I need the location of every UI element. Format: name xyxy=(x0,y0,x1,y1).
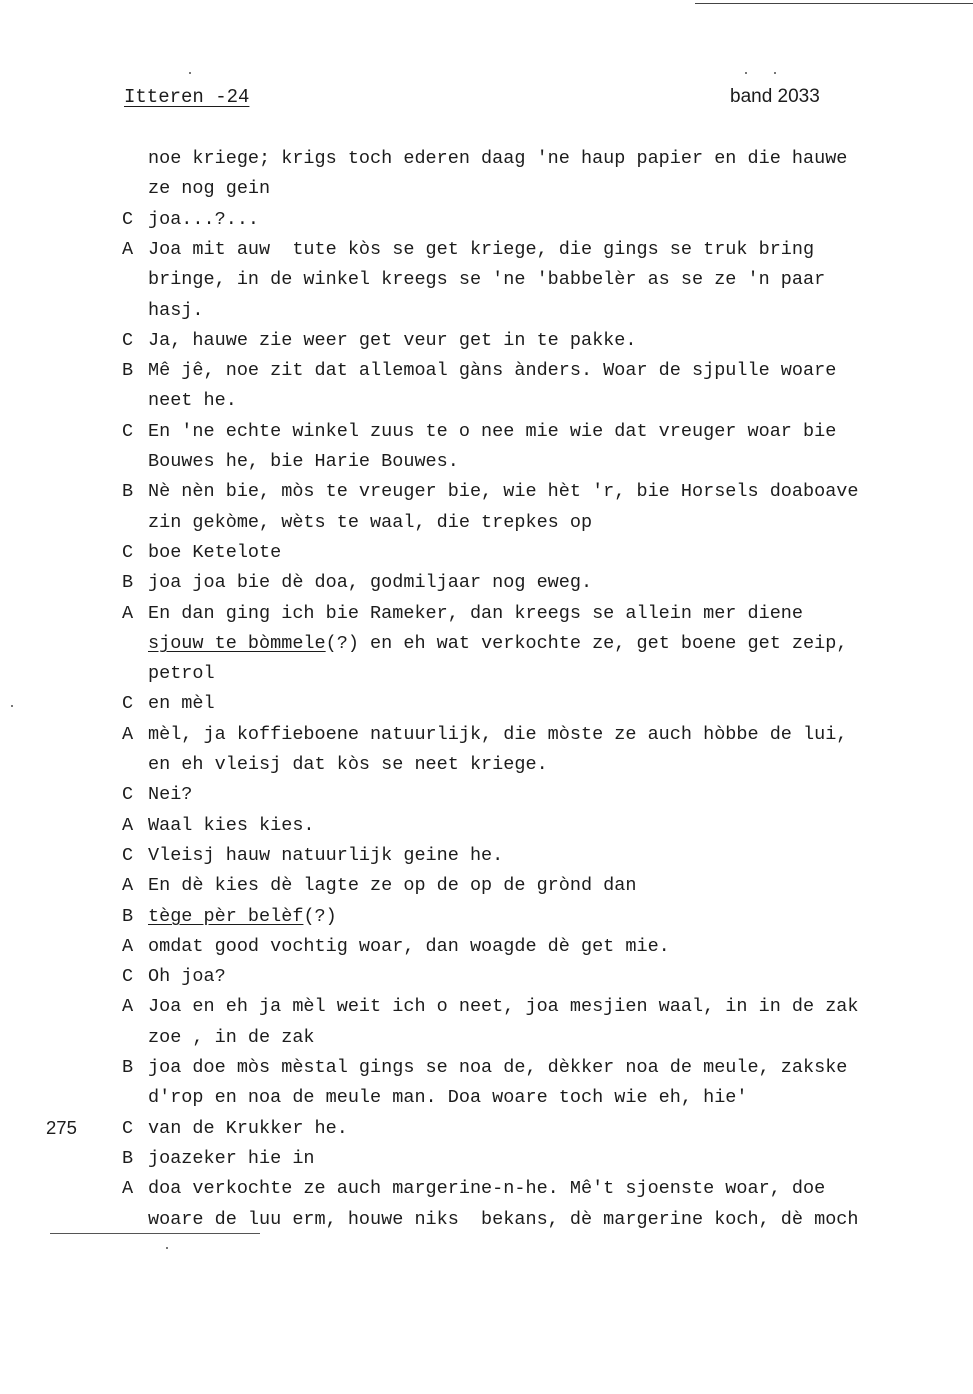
speaker-label: A xyxy=(122,875,134,896)
line-text: Nei? xyxy=(148,784,193,805)
line-text: doa verkochte ze auch margerine-n-he. Mê't sjoenste woar, doe xyxy=(148,1178,826,1199)
top-rule xyxy=(695,3,973,4)
transcript-line xyxy=(148,965,226,989)
transcript-line xyxy=(148,935,670,959)
speaker-label: B xyxy=(122,906,134,927)
page-title: Itteren -24 xyxy=(124,86,250,108)
line-text: joa joa bie dè doa, godmiljaar nog eweg. xyxy=(148,572,593,593)
speaker-label: C xyxy=(122,330,134,351)
transcript-line xyxy=(148,1026,315,1050)
speaker-label: C xyxy=(122,693,134,714)
line-text: zin gekòme, wèts te waal, die trepkes op xyxy=(148,512,593,533)
line-text: hasj. xyxy=(148,300,204,321)
line-text: boe Ketelote xyxy=(148,542,282,563)
speaker-label: A xyxy=(122,603,134,624)
line-text: Nè nèn bie, mòs te vreuger bie, wie hèt 'r, bie Horsels doaboave xyxy=(148,481,859,502)
transcript-line xyxy=(148,177,270,201)
speaker-label: A xyxy=(122,1178,134,1199)
transcript-line xyxy=(148,299,204,323)
line-text: ze nog gein xyxy=(148,178,271,199)
line-text: van de Krukker he. xyxy=(148,1118,348,1139)
transcript-line xyxy=(148,995,859,1019)
speaker-label: C xyxy=(122,542,134,563)
transcript-line xyxy=(148,814,315,838)
transcript-line xyxy=(148,905,337,929)
line-text: en eh vleisj dat kòs se neet kriege. xyxy=(148,754,548,775)
bottom-rule xyxy=(50,1233,260,1234)
line-text: Joa mit auw tute kòs se get kriege, die gings se truk bring xyxy=(148,239,815,260)
speaker-label: C xyxy=(122,1118,134,1139)
transcript-line xyxy=(148,450,459,474)
line-text: woare de luu erm, houwe niks bekans, dè margerine koch, dè moch xyxy=(148,1209,859,1230)
band-number: band 2033 xyxy=(730,86,820,107)
speck xyxy=(11,705,13,707)
transcript-line xyxy=(148,1147,315,1171)
underlined-text: tège pèr belèf xyxy=(148,906,304,927)
transcript-line xyxy=(148,420,836,444)
underlined-text: sjouw te bòmmele xyxy=(148,633,326,654)
transcript-line xyxy=(148,753,548,777)
transcript-line xyxy=(148,1117,348,1141)
line-text: En dan ging ich bie Rameker, dan kreegs se allein mer diene xyxy=(148,603,804,624)
line-text: en mèl xyxy=(148,693,215,714)
speaker-label: B xyxy=(122,481,134,502)
line-text: bringe, in de winkel kreegs se 'ne 'babbelèr as se ze 'n paar xyxy=(148,269,826,290)
line-text: petrol xyxy=(148,663,215,684)
transcript-line xyxy=(148,389,237,413)
transcript-line xyxy=(148,480,859,504)
speaker-label: C xyxy=(122,784,134,805)
transcript-line xyxy=(148,1208,859,1232)
speck xyxy=(774,72,776,74)
speaker-label: B xyxy=(122,1148,134,1169)
line-text: Waal kies kies. xyxy=(148,815,315,836)
transcript-line xyxy=(148,329,636,353)
line-text: neet he. xyxy=(148,390,237,411)
transcript-line xyxy=(148,147,847,171)
speaker-label: C xyxy=(122,966,134,987)
transcript-line xyxy=(148,602,803,626)
line-text: joa...?... xyxy=(148,209,260,230)
transcript-line xyxy=(148,844,503,868)
speaker-label: B xyxy=(122,572,134,593)
speck xyxy=(745,72,747,74)
line-text: d'rop en noa de meule man. Doa woare toch wie eh, hie' xyxy=(148,1087,748,1108)
speaker-label: A xyxy=(122,996,134,1017)
transcript-line xyxy=(148,662,215,686)
transcript-line xyxy=(148,268,825,292)
speaker-label: A xyxy=(122,724,134,745)
line-text: joa doe mòs mèstal gings se noa de, dèkker noa de meule, zakske xyxy=(148,1057,848,1078)
line-number: 275 xyxy=(46,1117,77,1138)
speaker-label: A xyxy=(122,239,134,260)
line-text: Ja, hauwe zie weer get veur get in te pakke. xyxy=(148,330,637,351)
transcript-line xyxy=(148,783,192,807)
line-text: Joa en eh ja mèl weit ich o neet, joa mesjien waal, in in de zak xyxy=(148,996,859,1017)
transcript-line xyxy=(148,1177,825,1201)
transcript-line xyxy=(148,208,259,232)
line-text: joazeker hie in xyxy=(148,1148,315,1169)
transcript-line xyxy=(148,632,847,656)
line-text: Vleisj hauw natuurlijk geine he. xyxy=(148,845,504,866)
transcript-line xyxy=(148,874,636,898)
speaker-label: C xyxy=(122,845,134,866)
line-text: En 'ne echte winkel zuus te o nee mie wie dat vreuger woar bie xyxy=(148,421,837,442)
speaker-label: B xyxy=(122,1057,134,1078)
line-text: noe kriege; krigs toch ederen daag 'ne haup papier en die hauwe xyxy=(148,148,848,169)
line-text: En dè kies dè lagte ze op de op de grònd dan xyxy=(148,875,637,896)
speck xyxy=(166,1247,168,1249)
transcript-line xyxy=(148,1056,847,1080)
line-text: zoe , in de zak xyxy=(148,1027,315,1048)
speaker-label: C xyxy=(122,421,134,442)
line-text: Oh joa? xyxy=(148,966,226,987)
speaker-label: B xyxy=(122,360,134,381)
line-text: (?) en eh wat verkochte ze, get boene get zeip, xyxy=(325,633,848,654)
transcript-line xyxy=(148,571,592,595)
transcript-line xyxy=(148,511,592,535)
speck xyxy=(189,72,191,74)
speaker-label: C xyxy=(122,209,134,230)
transcript-line xyxy=(148,723,847,747)
transcript-line xyxy=(148,541,281,565)
line-text: omdat good vochtig woar, dan woagde dè get mie. xyxy=(148,936,670,957)
line-text: Bouwes he, bie Harie Bouwes. xyxy=(148,451,459,472)
transcript-line xyxy=(148,238,814,262)
line-text: Mê jê, noe zit dat allemoal gàns ànders. Woar de sjpulle woare xyxy=(148,360,837,381)
speaker-label: A xyxy=(122,815,134,836)
line-text: mèl, ja koffieboene natuurlijk, die mòste ze auch hòbbe de lui, xyxy=(148,724,848,745)
speaker-label: A xyxy=(122,936,134,957)
line-text: (?) xyxy=(303,906,337,927)
transcript-line xyxy=(148,692,215,716)
transcript-line xyxy=(148,1086,748,1110)
transcript-line xyxy=(148,359,836,383)
